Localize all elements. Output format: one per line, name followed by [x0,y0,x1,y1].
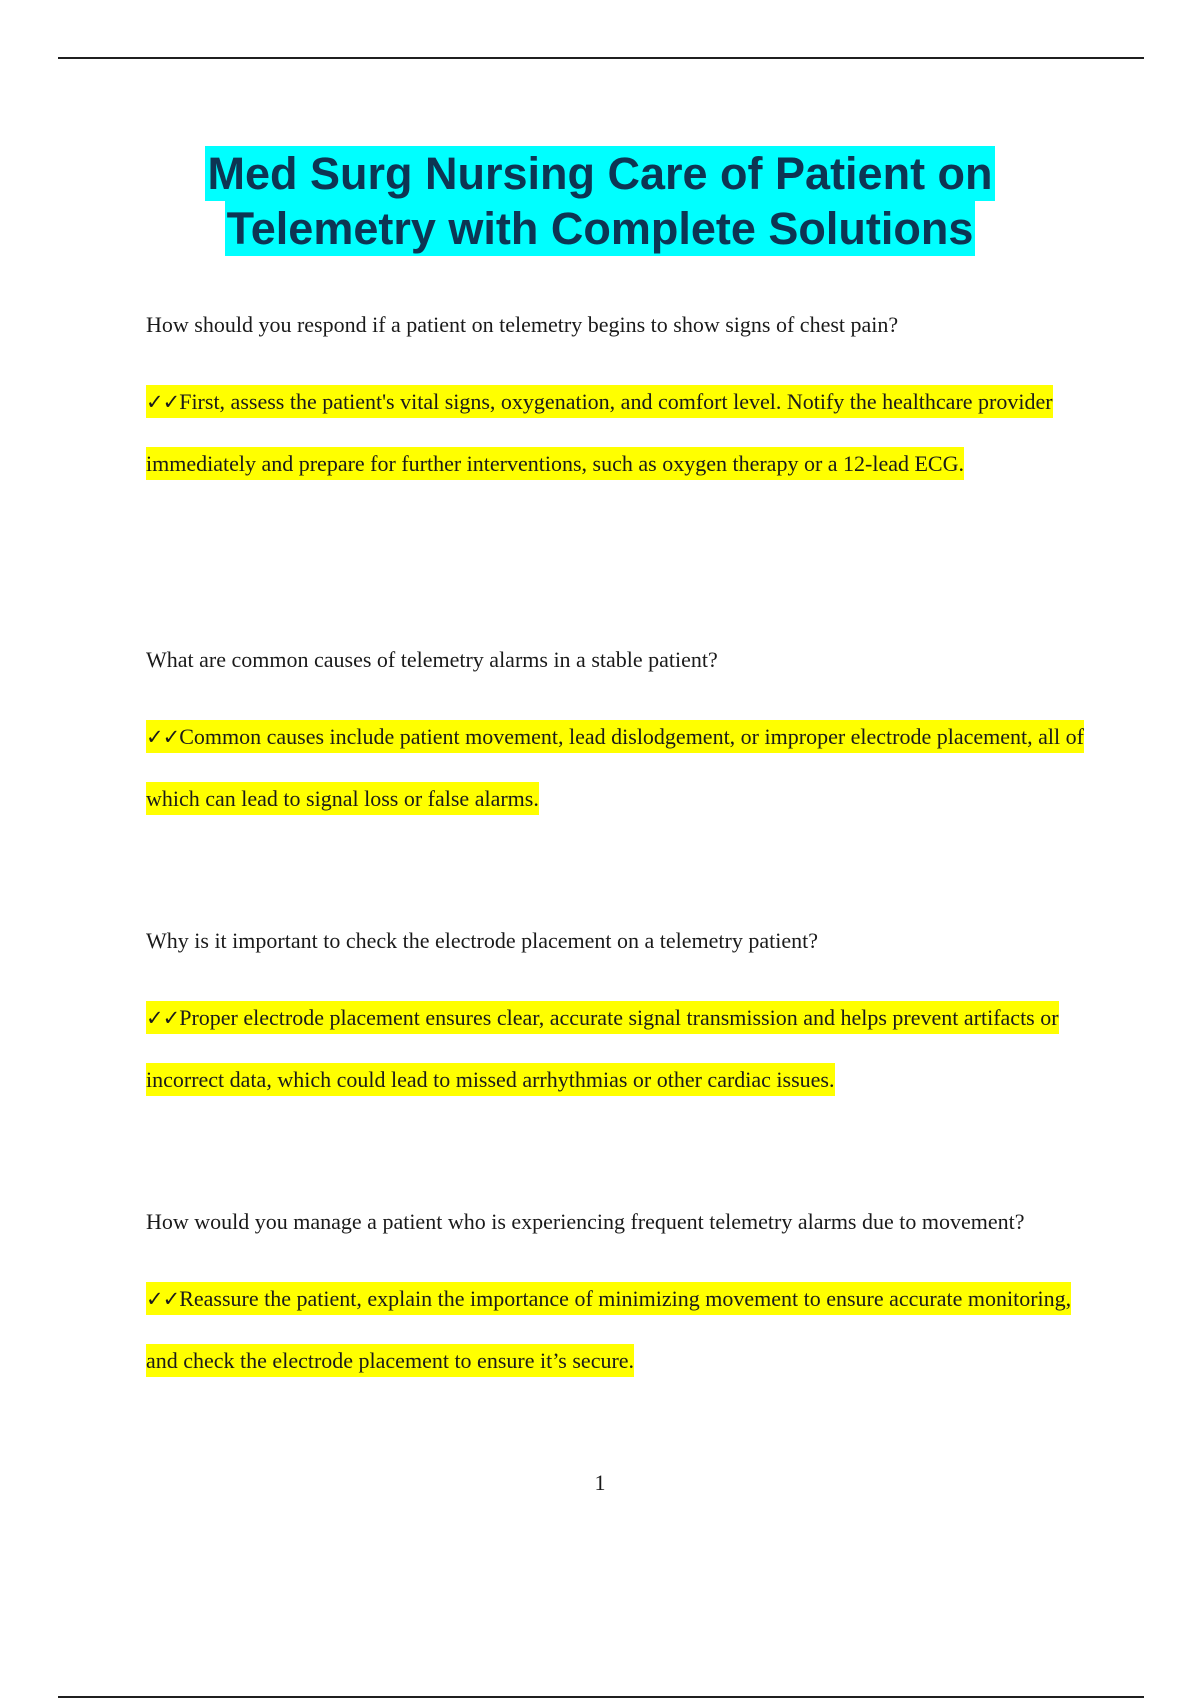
page-number: 1 [594,1470,606,1495]
answer-block [146,987,1086,1110]
qa-item-1 [146,297,1086,494]
answer-block [146,1268,1086,1391]
double-check-icon: ✓✓ [146,1287,180,1311]
question-text: How would you manage a patient who is experiencing frequent telemetry alarms due to movement? [146,1209,1025,1234]
top-rule [58,57,1144,59]
answer-text: Proper electrode placement ensures clear, accurate signal transmission and helps prevent artifacts or incorrect data, which could lead to missed arrhythmias or other cardiac issues. [146,1005,1059,1092]
double-check-icon: ✓✓ [146,1006,180,1030]
double-check-icon: ✓✓ [146,725,180,749]
answer-block [146,706,1086,829]
qa-item-4 [146,1194,1086,1391]
document-title [0,146,1200,256]
question-text: What are common causes of telemetry alarms in a stable patient? [146,647,718,672]
answer-text: First, assess the patient's vital signs, oxygenation, and comfort level. Notify the healthcare provider immediately and prepare for further interventions, such as oxygen therapy or a 12-lead ECG. [146,389,1053,476]
qa-item-2 [146,632,1086,829]
double-check-icon: ✓✓ [146,390,180,414]
title-line-1: Med Surg Nursing Care of Patient on [207,148,993,199]
answer-text: Reassure the patient, explain the importance of minimizing movement to ensure accurate monitoring, and check the electrode placement to ensure it’s secure. [146,1286,1072,1373]
question-text: Why is it important to check the electrode placement on a telemetry patient? [146,928,818,953]
question-text: How should you respond if a patient on telemetry begins to show signs of chest pain? [146,312,899,337]
title-line-2: Telemetry with Complete Solutions [226,203,974,254]
qa-item-3 [146,913,1086,1110]
bottom-rule [58,1696,1144,1698]
answer-block [146,371,1086,494]
answer-text: Common causes include patient movement, lead dislodgement, or improper electrode placement, all of which can lead to signal loss or false alarms. [146,724,1084,811]
